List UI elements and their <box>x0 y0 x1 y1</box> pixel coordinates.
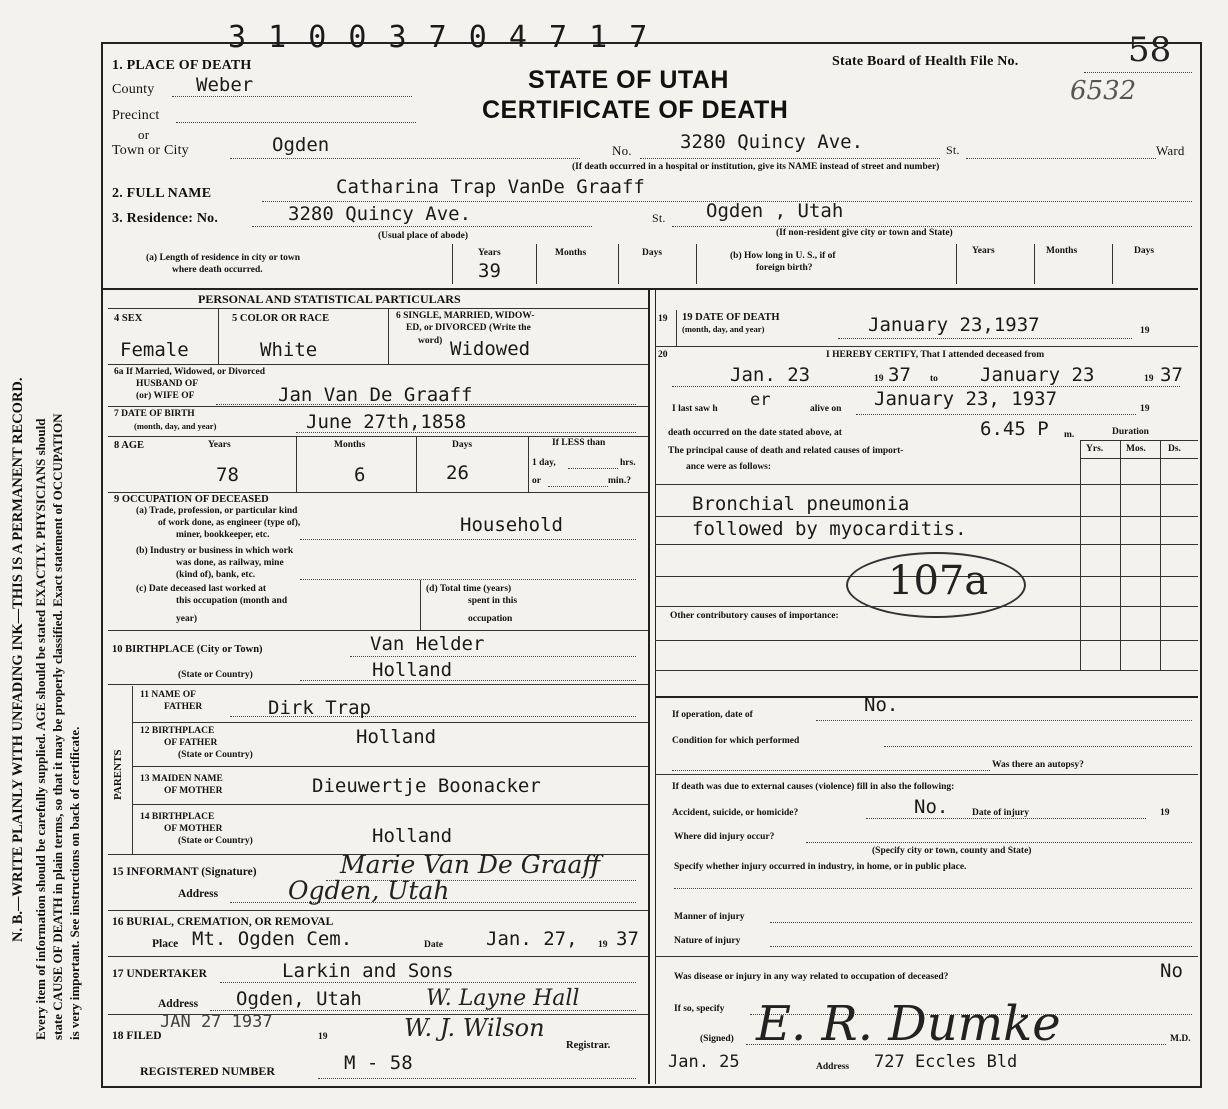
date-of-injury-suffix: 19 <box>1160 808 1170 818</box>
if-so-specify-label: If so, specify <box>674 1004 725 1014</box>
months-label: Months <box>555 248 587 258</box>
length-residence-label-b: where death occurred. <box>172 265 263 275</box>
informant-address: Ogden, Utah <box>288 876 450 905</box>
ward-label: Ward <box>1156 143 1185 158</box>
days-label: Days <box>642 248 663 258</box>
occupation-label: 9 OCCUPATION OF DECEASED <box>114 494 269 505</box>
mother-label-a: 13 MAIDEN NAME <box>140 774 223 784</box>
marital-value: Widowed <box>450 338 531 360</box>
foreign-years-label: Years <box>972 246 995 256</box>
date-of-injury-label: Date of injury <box>972 808 1029 818</box>
mother-value: Dieuwertje Boonacker <box>312 775 541 797</box>
occupation-d2: spent in this <box>468 596 518 606</box>
mos-label: Mos. <box>1126 444 1146 454</box>
town-label: Town or City <box>112 143 189 158</box>
signed-label: (Signed) <box>700 1034 734 1044</box>
occupation-c1: (c) Date deceased last worked at <box>136 584 267 594</box>
length-residence-label-a: (a) Length of residence in city or town <box>146 253 301 263</box>
occupation-related-value: No <box>1160 960 1183 982</box>
margin-instruction-1: N. B.—WRITE PLAINLY WITH UNFADING INK—THIS IS A PERMANENT RECORD. <box>10 377 26 942</box>
father-birthplace-label-c: (State or Country) <box>178 750 253 760</box>
father-birthplace-label-a: 12 BIRTHPLACE <box>140 726 215 736</box>
occupation-b1: (b) Industry or business in which work <box>136 546 294 556</box>
age-years-label: Years <box>208 440 231 450</box>
father-value: Dirk Trap <box>268 697 371 719</box>
dob-value: June 27th,1858 <box>306 411 467 433</box>
street-value: 3280 Quincy Ave. <box>680 131 864 153</box>
less-than-label: If LESS than <box>552 438 606 448</box>
occupation-b3: (kind of), bank, etc. <box>176 570 256 580</box>
specify-injury-label: Specify whether injury occurred in industry, in home, or in public place. <box>674 862 967 872</box>
occupation-value: Household <box>460 514 563 536</box>
residence-st-label: St. <box>652 211 666 225</box>
age-years-value: 78 <box>216 464 239 486</box>
hospital-note: (If death occurred in a hospital or institution, give its NAME instead of street and number) <box>572 162 940 172</box>
certify-label: I HEREBY CERTIFY, That I attended deceased from <box>826 350 1045 360</box>
birthplace-state-label: (State or Country) <box>178 670 253 680</box>
attended-from-year-prefix: 19 <box>874 374 884 384</box>
father-birthplace-value: Holland <box>356 726 437 748</box>
hrs-label: hrs. <box>620 458 636 468</box>
residence-city: Ogden , Utah <box>706 200 844 222</box>
md-label: M.D. <box>1170 1034 1191 1044</box>
certificate-title: CERTIFICATE OF DEATH <box>482 96 789 124</box>
dod-label-b: (month, day, and year) <box>682 324 765 334</box>
dob-label-b: (month, day, and year) <box>134 421 217 431</box>
where-injury-label: Where did injury occur? <box>674 832 775 842</box>
or-label: or <box>138 127 150 142</box>
foreign-label-a: (b) How long in U. S., if of <box>730 251 836 261</box>
undertaker-address: Ogden, Utah <box>236 988 362 1010</box>
occupation-a2: of work done, as engineer (type of), <box>158 518 301 528</box>
operation-value: No. <box>864 694 899 716</box>
nonresident-note: (If non-resident give city or town and State) <box>776 228 953 238</box>
last-saw-label: I last saw h <box>672 404 718 414</box>
dod-suffix: 19 <box>1140 326 1150 336</box>
burial-label: 16 BURIAL, CREMATION, OR REMOVAL <box>112 916 334 928</box>
husband-label-a: 6a If Married, Widowed, or Divorced <box>114 367 266 377</box>
occupation-a3: miner, bookkeeper, etc. <box>176 530 270 540</box>
sex-value: Female <box>120 339 189 361</box>
dod-value: January 23,1937 <box>868 314 1040 336</box>
place-of-death-label: 1. PLACE OF DEATH <box>112 58 252 73</box>
years-label: Years <box>478 248 501 258</box>
attended-from-year: 37 <box>888 364 911 386</box>
full-name-label: 2. FULL NAME <box>112 186 212 201</box>
death-time-suffix: m. <box>1064 430 1075 440</box>
undertaker-value: Larkin and Sons <box>282 960 454 982</box>
principal-cause-label-b: ance were as follows: <box>686 462 772 472</box>
attended-to-year: 37 <box>1160 364 1183 386</box>
principal-cause-label-a: The principal cause of death and related causes of import- <box>668 446 904 456</box>
undertaker-signature: W. Layne Hall <box>426 986 580 1011</box>
husband-label-c: (or) WIFE OF <box>136 391 195 401</box>
min-label: min.? <box>608 476 631 486</box>
registered-number-value: M - 58 <box>344 1052 413 1074</box>
street-no-label: No. <box>612 143 632 158</box>
registered-number-label: REGISTERED NUMBER <box>140 1064 276 1078</box>
dob-label-a: 7 DATE OF BIRTH <box>114 409 195 419</box>
cause-line-2: followed by myocarditis. <box>692 518 967 540</box>
age-label: 8 AGE <box>114 440 145 451</box>
foreign-months-label: Months <box>1046 246 1078 256</box>
duration-label: Duration <box>1112 427 1149 437</box>
registrar-signature: W. J. Wilson <box>404 1014 545 1042</box>
birthplace-city: Van Helder <box>370 633 485 655</box>
mother-birthplace-label-c: (State or Country) <box>178 836 253 846</box>
undertaker-label: 17 UNDERTAKER <box>112 968 207 980</box>
occupation-d1: (d) Total time (years) <box>426 584 512 594</box>
marital-label-b: ED, or DIVORCED (Write the <box>406 323 531 333</box>
burial-place-label: Place <box>152 938 179 950</box>
age-days-label: Days <box>452 440 473 450</box>
precinct-label: Precinct <box>112 108 160 123</box>
last-saw-pronoun: er <box>750 390 771 410</box>
residence-years: 39 <box>478 260 501 282</box>
death-time: 6.45 P <box>980 418 1049 440</box>
alive-on-label: alive on <box>810 404 842 414</box>
personal-header: PERSONAL AND STATISTICAL PARTICULARS <box>198 292 461 306</box>
burial-date-value: Jan. 27, <box>486 928 578 950</box>
occupation-c3: year) <box>176 614 198 624</box>
cause-code: 107a <box>888 558 989 604</box>
nature-injury-label: Nature of injury <box>674 936 741 946</box>
margin-instruction-4: is very important. See instructions on back of certificate. <box>67 726 82 1040</box>
burial-date-label: Date <box>424 940 443 950</box>
other-causes-label: Other contributory causes of importance: <box>670 611 839 621</box>
or-min-label: or <box>532 476 541 486</box>
physician-address-label: Address <box>816 1062 850 1072</box>
occupation-a1: (a) Trade, profession, or particular kind <box>136 506 298 516</box>
father-label-a: 11 NAME OF <box>140 690 196 700</box>
filed-label: 18 FILED <box>112 1030 162 1042</box>
attended-from-date: Jan. 23 <box>730 364 811 386</box>
sex-label: 4 SEX <box>114 313 143 324</box>
marital-label-a: 6 SINGLE, MARRIED, WIDOW- <box>396 311 535 321</box>
physician-signature: E. R. Dumke <box>756 996 1061 1052</box>
mother-birthplace-label-a: 14 BIRTHPLACE <box>140 812 215 822</box>
occupation-c2: this occupation (month and <box>176 596 288 606</box>
last-saw-date: January 23, 1937 <box>874 388 1058 410</box>
state-title: STATE OF UTAH <box>528 66 729 94</box>
residence-street: 3280 Quincy Ave. <box>288 203 472 225</box>
full-name-value: Catharina Trap VanDe Graaff <box>336 176 645 198</box>
file-number: 58 <box>1128 30 1172 70</box>
filed-stamp: JAN 27 1937 <box>160 1012 273 1032</box>
age-months-label: Months <box>334 440 366 450</box>
county-value: Weber <box>196 74 254 96</box>
margin-instruction-2: Every item of information should be carefully supplied. AGE should be stated EXACTLY. PHYSICIANS should <box>33 418 48 1040</box>
birthplace-country: Holland <box>372 659 453 681</box>
residence-label: 3. Residence: No. <box>112 211 219 226</box>
parents-label: PARENTS <box>112 749 124 800</box>
to-label: to <box>930 374 938 384</box>
last-saw-suffix: 19 <box>1140 404 1150 414</box>
husband-value: Jan Van De Graaff <box>278 384 473 406</box>
certify-num: 20 <box>658 350 668 360</box>
attended-to-date: January 23 <box>980 364 1095 386</box>
sign-date: Jan. 25 <box>668 1052 740 1072</box>
county-label: County <box>112 82 155 97</box>
cause-line-1: Bronchial pneumonia <box>692 493 910 515</box>
street-st-label: St. <box>946 143 960 157</box>
file-number-label: State Board of Health File No. <box>832 54 1019 69</box>
father-birthplace-label-b: OF FATHER <box>164 738 218 748</box>
yrs-label: Yrs. <box>1086 444 1104 454</box>
usual-abode-note: (Usual place of abode) <box>378 231 468 241</box>
where-injury-note: (Specify city or town, county and State) <box>872 846 1032 856</box>
attended-to-year-prefix: 19 <box>1144 374 1154 384</box>
accident-value: No. <box>914 796 949 818</box>
husband-label-b: HUSBAND OF <box>136 379 199 389</box>
dod-label-a: 19 DATE OF DEATH <box>682 312 780 323</box>
operation-label: If operation, date of <box>672 710 753 720</box>
informant-label: 15 INFORMANT (Signature) <box>112 866 257 878</box>
filed-year-prefix: 19 <box>318 1032 328 1042</box>
mother-birthplace-value: Holland <box>372 825 453 847</box>
file-number-secondary: 6532 <box>1070 76 1137 106</box>
occupation-d3: occupation <box>468 614 513 624</box>
undertaker-address-label: Address <box>158 998 199 1010</box>
informant-signature: Marie Van De Graaff <box>340 850 601 879</box>
age-months-value: 6 <box>354 464 366 486</box>
age-days-value: 26 <box>446 462 469 484</box>
autopsy-label: Was there an autopsy? <box>992 760 1084 770</box>
margin-instruction-3: state CAUSE OF DEATH in plain terms, so that it may be properly classified. Exact statement of OCCUPATION <box>50 413 65 1040</box>
occupation-b2: was done, as railway, mine <box>176 558 284 568</box>
mother-birthplace-label-b: OF MOTHER <box>164 824 223 834</box>
physician-address: 727 Eccles Bld <box>874 1052 1018 1072</box>
manner-injury-label: Manner of injury <box>674 912 745 922</box>
father-label-b: FATHER <box>164 702 203 712</box>
foreign-label-b: foreign birth? <box>756 263 813 273</box>
death-occurred-label: death occurred on the date stated above, at <box>668 428 842 438</box>
dod-num: 19 <box>658 314 668 324</box>
stamp-number: 3 1 0 0 3 7 0 4 7 1 7 <box>228 20 650 55</box>
burial-place-value: Mt. Ogden Cem. <box>192 928 353 950</box>
mother-label-b: OF MOTHER <box>164 786 223 796</box>
occupation-related-label: Was disease or injury in any way related to occupation of deceased? <box>674 972 949 982</box>
birthplace-label: 10 BIRTHPLACE (City or Town) <box>112 644 263 655</box>
accident-label: Accident, suicide, or homicide? <box>672 808 799 818</box>
external-causes-label: If death was due to external causes (violence) fill in also the following: <box>672 782 955 792</box>
town-value: Ogden <box>272 134 330 156</box>
registrar-label: Registrar. <box>566 1040 611 1051</box>
color-value: White <box>260 339 318 361</box>
burial-year-prefix: 19 <box>598 940 608 950</box>
ds-label: Ds. <box>1168 444 1181 454</box>
one-day-label: 1 day, <box>532 458 556 468</box>
condition-label: Condition for which performed <box>672 736 800 746</box>
informant-address-label: Address <box>178 888 219 900</box>
foreign-days-label: Days <box>1134 246 1155 256</box>
color-label: 5 COLOR OR RACE <box>232 313 330 324</box>
burial-year-value: 37 <box>616 928 639 950</box>
marital-label-c: word) <box>418 336 443 346</box>
